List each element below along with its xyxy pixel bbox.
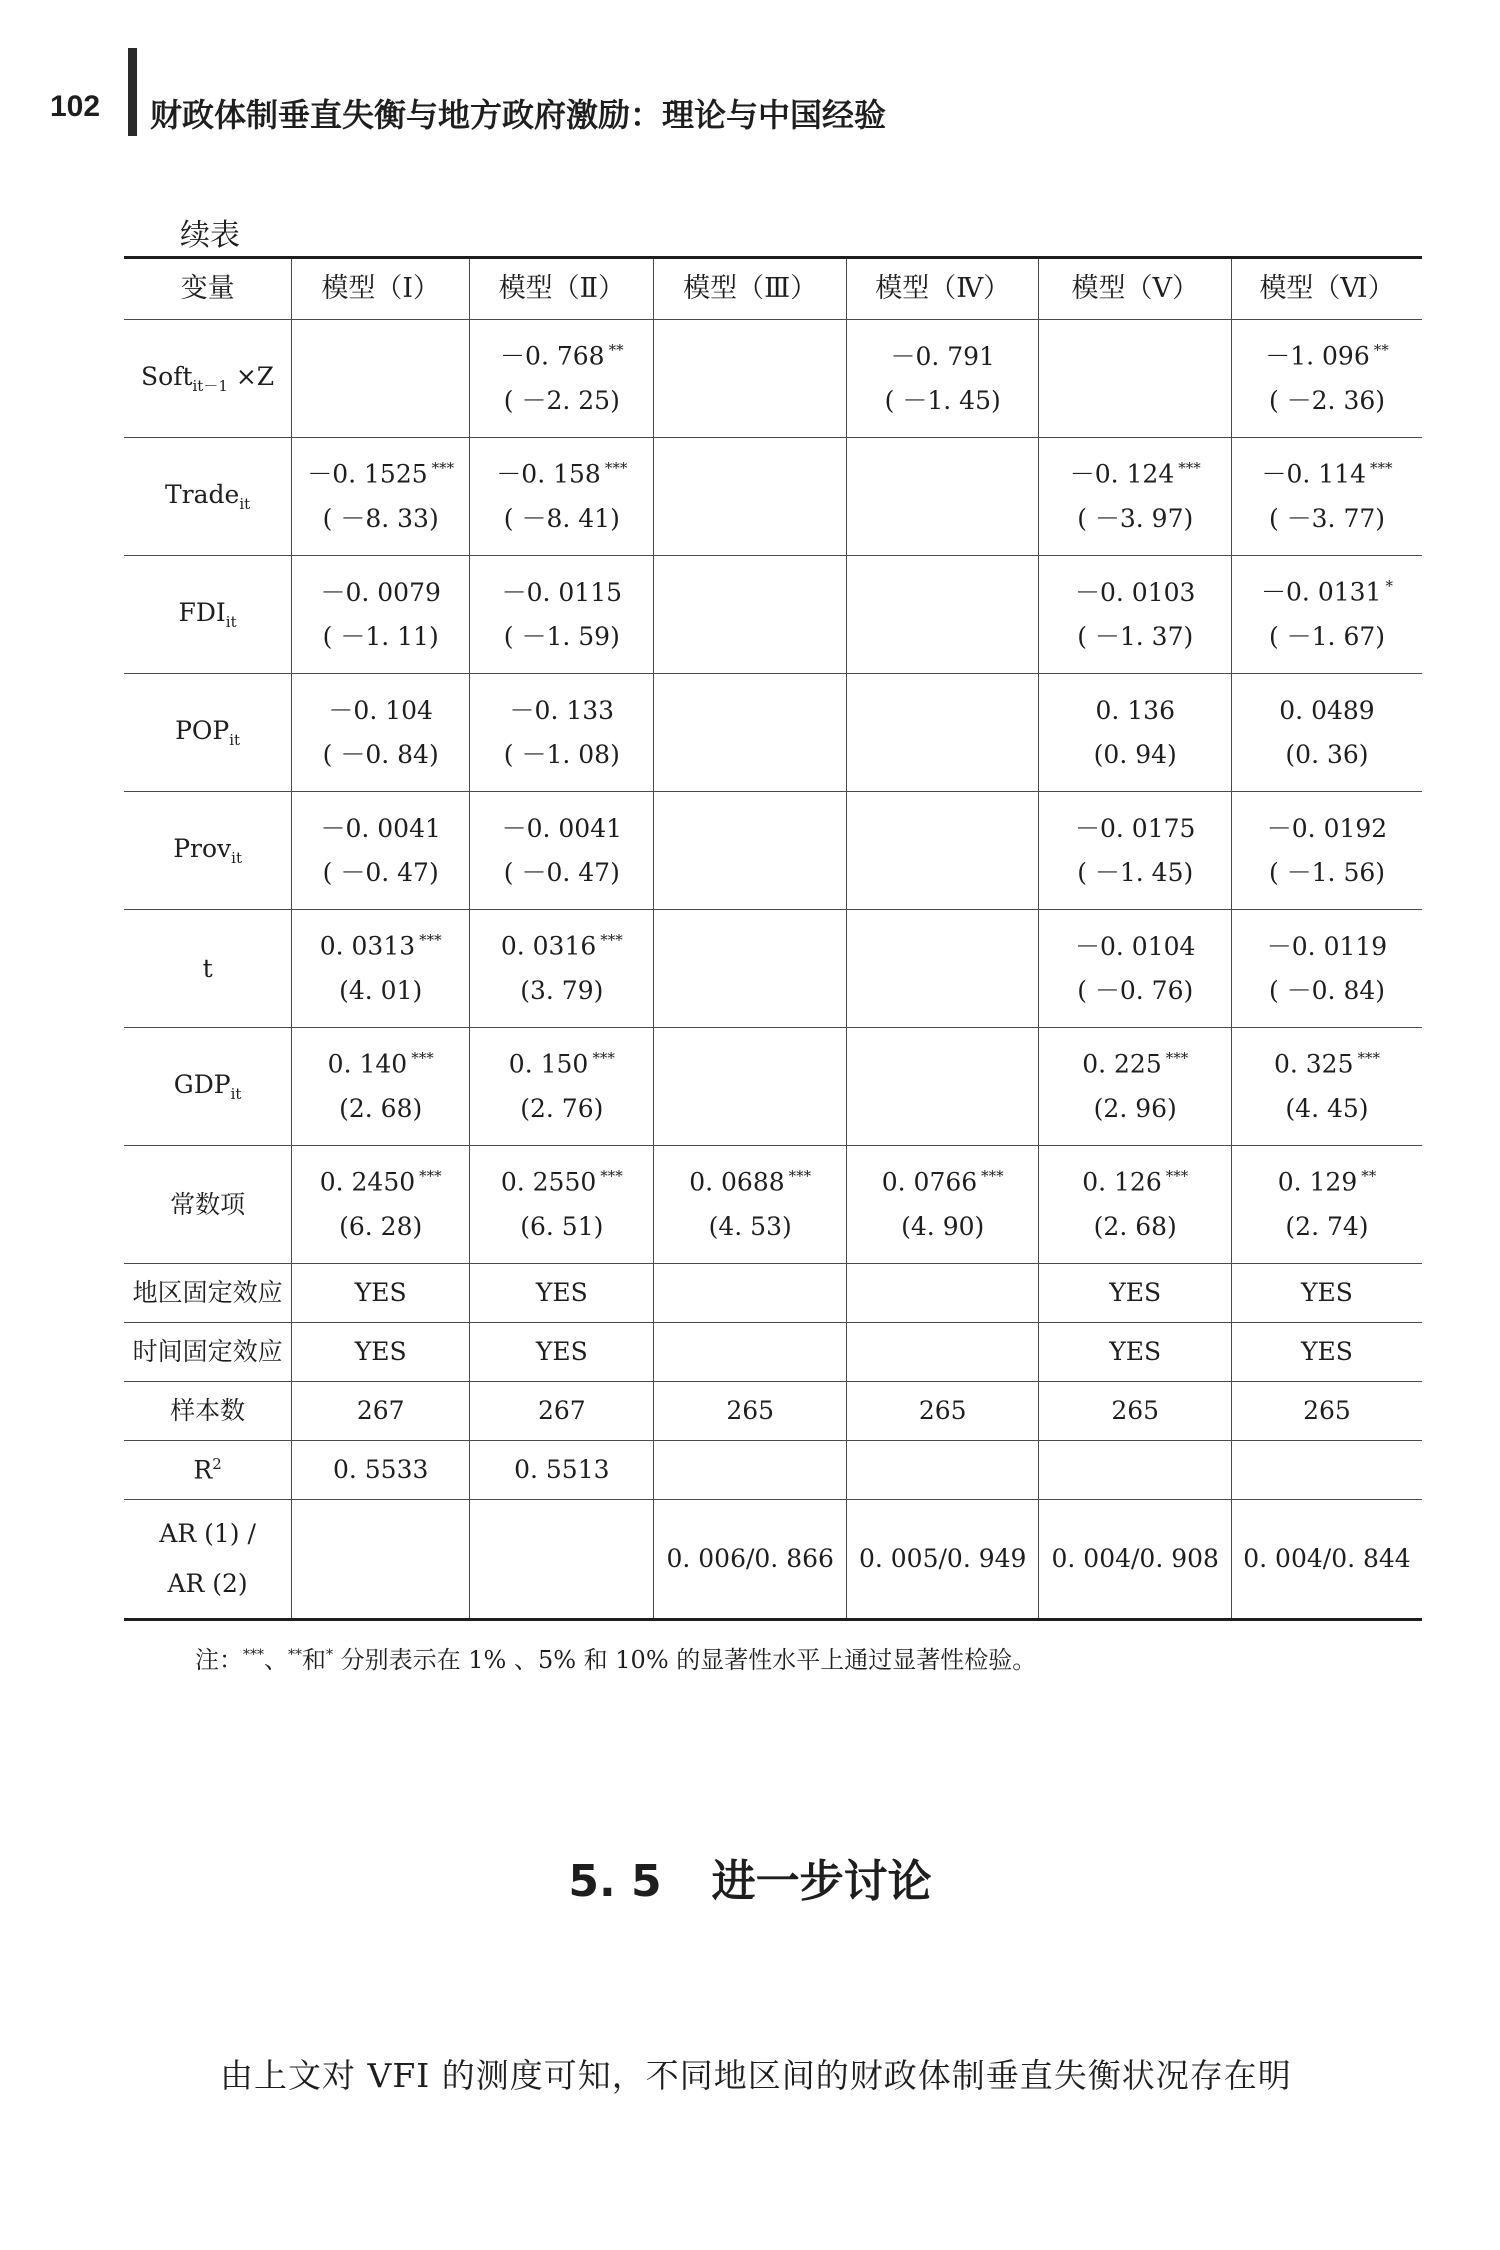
note-text: 分别表示在 1% 、5% 和 10% 的显著性水平上通过显著性检验。 <box>333 1646 1037 1674</box>
coefficient-value: －0. 1525 <box>307 459 428 489</box>
table-cell <box>654 1264 847 1323</box>
t-statistic: (6. 51) <box>520 1211 604 1241</box>
coefficient-value: －0. 133 <box>509 695 615 725</box>
coefficient-cell <box>1039 320 1232 438</box>
coefficient-line <box>1232 932 1422 962</box>
t-statistic: (4. 45) <box>1285 1093 1369 1123</box>
note-star1: * <box>326 1647 333 1663</box>
significance-stars: *** <box>600 931 623 950</box>
header-rule <box>128 48 137 136</box>
coefficient-cell <box>470 792 654 910</box>
coefficient-cell <box>846 674 1039 792</box>
table-header-row <box>124 258 1422 320</box>
coefficient-value: 0. 0316 <box>500 931 597 961</box>
coefficient-cell <box>1231 910 1422 1028</box>
table-cell <box>654 1323 847 1382</box>
significance-stars: *** <box>592 1049 615 1068</box>
coefficient-value: －0. 0175 <box>1075 813 1196 843</box>
coefficient-cell <box>846 1146 1039 1264</box>
table-cell: YES <box>1231 1264 1422 1323</box>
t-statistic: (4. 90) <box>901 1211 985 1241</box>
coefficient-line <box>292 814 469 844</box>
coefficient-value: －0. 0131 <box>1261 577 1382 607</box>
coefficient-line <box>292 1167 469 1197</box>
significance-stars: *** <box>788 1167 812 1186</box>
t-statistic: (2. 96) <box>1093 1093 1177 1123</box>
coefficient-cell <box>1231 438 1422 556</box>
significance-stars: *** <box>1178 459 1201 478</box>
coefficient-value: －0. 104 <box>328 695 433 725</box>
t-statistic: ( －0. 84) <box>1268 975 1386 1005</box>
table-cell: 267 <box>470 1382 654 1441</box>
coefficient-cell <box>1231 556 1422 674</box>
table-row-region-fe <box>124 1264 1422 1323</box>
running-header <box>50 48 1450 138</box>
coefficient-line <box>470 1049 653 1079</box>
table-note <box>195 1640 1036 1675</box>
variable-name: t <box>202 953 213 983</box>
coefficient-value: 0. 150 <box>508 1049 589 1079</box>
significance-stars: *** <box>419 1167 442 1186</box>
table-caption: 续表 <box>180 218 240 253</box>
t-statistic: ( －8. 41) <box>503 503 620 533</box>
table-cell: 267 <box>292 1382 470 1441</box>
column-header: 模型（Ⅰ） <box>292 258 470 320</box>
coefficient-line <box>1039 578 1231 608</box>
coefficient-cell <box>1039 792 1232 910</box>
coefficient-value: 0. 126 <box>1082 1167 1162 1197</box>
coefficient-cell <box>846 910 1039 1028</box>
coefficient-value: 0. 325 <box>1273 1049 1354 1079</box>
variable-subscript: it－1 <box>192 377 228 395</box>
coefficient-cell <box>654 792 847 910</box>
coefficient-line <box>470 696 653 726</box>
coefficient-line <box>1232 459 1422 489</box>
column-header: 模型（Ⅱ） <box>470 258 654 320</box>
variable-label-trade <box>124 438 292 556</box>
coefficient-line <box>847 1167 1039 1197</box>
coefficient-cell <box>292 910 470 1028</box>
coefficient-line <box>292 459 469 489</box>
table-cell: 0. 005/0. 949 <box>846 1500 1039 1620</box>
coefficient-line <box>1232 1049 1422 1079</box>
table-row-r-squared <box>124 1441 1422 1500</box>
variable-subscript: it <box>225 613 237 631</box>
table-row <box>124 1028 1422 1146</box>
coefficient-line <box>1039 1049 1231 1079</box>
row-label: 地区固定效应 <box>124 1264 292 1323</box>
table-cell: 265 <box>1039 1382 1232 1441</box>
coefficient-line <box>1232 341 1422 371</box>
table-cell <box>292 1500 470 1620</box>
table-cell: 0. 5513 <box>470 1441 654 1500</box>
coefficient-value: －1. 096 <box>1265 341 1370 371</box>
coefficient-cell <box>654 320 847 438</box>
book-title: 财政体制垂直失衡与地方政府激励：理论与中国经验 <box>150 96 887 134</box>
coefficient-cell <box>654 1146 847 1264</box>
significance-stars: *** <box>419 931 442 950</box>
coefficient-value: －0. 768 <box>500 341 605 371</box>
coefficient-value: 0. 0766 <box>881 1167 978 1197</box>
t-statistic: (4. 53) <box>708 1211 792 1241</box>
table-cell: YES <box>1039 1323 1232 1382</box>
coefficient-cell <box>1231 1028 1422 1146</box>
coefficient-line <box>470 814 653 844</box>
body-paragraph: 由上文对 VFI 的测度可知，不同地区间的财政体制垂直失衡状况存在明 <box>220 2056 1292 2095</box>
coefficient-value: －0. 0119 <box>1266 931 1388 961</box>
coefficient-cell <box>654 674 847 792</box>
coefficient-value: 0. 140 <box>327 1049 408 1079</box>
coefficient-line <box>1232 1167 1422 1197</box>
coefficient-cell <box>470 674 654 792</box>
variable-name: Prov <box>173 834 232 863</box>
t-statistic: ( －1. 67) <box>1268 621 1386 651</box>
coefficient-value: 0. 2550 <box>500 1167 597 1197</box>
variable-name: 常数项 <box>170 1189 246 1219</box>
table-cell: YES <box>292 1264 470 1323</box>
variable-subscript: it <box>229 731 241 749</box>
table-cell <box>846 1264 1039 1323</box>
section-heading <box>0 1845 1500 1909</box>
coefficient-cell <box>292 674 470 792</box>
variable-name: Trade <box>165 480 240 509</box>
t-statistic: ( －1. 08) <box>503 739 620 769</box>
table-cell: 0. 006/0. 866 <box>654 1500 847 1620</box>
significance-stars: *** <box>431 459 455 478</box>
coefficient-value: －0. 124 <box>1069 459 1175 489</box>
coefficient-line <box>1039 932 1231 962</box>
significance-stars: ** <box>1373 341 1389 360</box>
coefficient-cell <box>470 556 654 674</box>
t-statistic: ( －2. 36) <box>1268 385 1386 415</box>
coefficient-value: －0. 0041 <box>320 813 441 843</box>
t-statistic: (0. 36) <box>1285 739 1369 769</box>
coefficient-cell <box>1039 1146 1232 1264</box>
variable-label-t <box>124 910 292 1028</box>
coefficient-cell <box>292 320 470 438</box>
t-statistic: ( －0. 47) <box>503 857 620 887</box>
coefficient-line <box>470 459 653 489</box>
t-statistic: ( －0. 47) <box>322 857 439 887</box>
coefficient-line <box>470 578 653 608</box>
table-cell: YES <box>470 1264 654 1323</box>
coefficient-cell <box>470 1146 654 1264</box>
t-statistic: (4. 01) <box>339 975 423 1005</box>
table-cell <box>1231 1441 1422 1500</box>
coefficient-value: －0. 0104 <box>1075 931 1196 961</box>
column-header: 模型（Ⅴ） <box>1039 258 1232 320</box>
coefficient-cell <box>654 910 847 1028</box>
coefficient-cell <box>292 792 470 910</box>
coefficient-value: －0. 0103 <box>1075 577 1196 607</box>
variable-subscript: it <box>230 1085 242 1103</box>
t-statistic: ( －1. 11) <box>322 621 439 651</box>
t-statistic: (2. 74) <box>1285 1211 1369 1241</box>
table-cell: 0. 004/0. 844 <box>1231 1500 1422 1620</box>
variable-label-soft-x-z <box>124 320 292 438</box>
variable-name: GDP <box>173 1070 231 1099</box>
significance-stars: *** <box>1165 1167 1189 1186</box>
t-statistic: (0. 94) <box>1093 739 1177 769</box>
coefficient-value: 0. 225 <box>1082 1049 1162 1079</box>
table-row-ar-test <box>124 1500 1422 1620</box>
table-row <box>124 1146 1422 1264</box>
coefficient-cell <box>846 320 1039 438</box>
coefficient-cell <box>1039 438 1232 556</box>
table-row <box>124 674 1422 792</box>
coefficient-cell <box>654 438 847 556</box>
t-statistic: ( －2. 25) <box>503 385 620 415</box>
variable-label-prov <box>124 792 292 910</box>
table-cell: 0. 5533 <box>292 1441 470 1500</box>
coefficient-line <box>292 1049 469 1079</box>
t-statistic: ( －3. 97) <box>1077 503 1194 533</box>
coefficient-cell <box>1039 910 1232 1028</box>
coefficient-value: 0. 136 <box>1095 695 1175 725</box>
table-row <box>124 556 1422 674</box>
variable-name: Soft <box>141 362 193 391</box>
table-row-time-fe <box>124 1323 1422 1382</box>
variable-name: FDI <box>178 598 226 627</box>
significance-stars: *** <box>1370 459 1393 478</box>
coefficient-line <box>1039 696 1231 726</box>
variable-label-gdp <box>124 1028 292 1146</box>
coefficient-value: －0. 791 <box>890 341 995 371</box>
coefficient-value: 0. 2450 <box>319 1167 416 1197</box>
ar-label-line1: AR (1) / <box>159 1519 256 1548</box>
significance-stars: *** <box>604 459 628 478</box>
t-statistic: (2. 76) <box>520 1093 604 1123</box>
r2-superscript: 2 <box>212 1454 222 1473</box>
t-statistic: (2. 68) <box>339 1093 423 1123</box>
coefficient-line <box>654 1167 846 1197</box>
coefficient-line <box>1232 696 1422 726</box>
coefficient-cell <box>1231 792 1422 910</box>
row-label <box>124 1500 292 1620</box>
table-cell <box>470 1500 654 1620</box>
coefficient-cell <box>1039 556 1232 674</box>
t-statistic: ( －1. 59) <box>503 621 620 651</box>
t-statistic: ( －1. 37) <box>1077 621 1194 651</box>
significance-stars: *** <box>1357 1049 1380 1068</box>
coefficient-cell <box>292 556 470 674</box>
variable-label-fdi <box>124 556 292 674</box>
coefficient-line <box>1039 814 1231 844</box>
variable-suffix: ×Z <box>227 362 275 391</box>
table-cell <box>1039 1441 1232 1500</box>
table-cell: YES <box>1231 1323 1422 1382</box>
coefficient-cell <box>654 1028 847 1146</box>
table-cell <box>846 1323 1039 1382</box>
coefficient-cell <box>292 1028 470 1146</box>
coefficient-cell <box>470 1028 654 1146</box>
coefficient-line <box>292 578 469 608</box>
t-statistic: (6. 28) <box>339 1211 423 1241</box>
t-statistic: ( －8. 33) <box>322 503 439 533</box>
table-cell <box>654 1441 847 1500</box>
t-statistic: ( －1. 45) <box>884 385 1001 415</box>
row-label <box>124 1441 292 1500</box>
table-cell: 0. 004/0. 908 <box>1039 1500 1232 1620</box>
section-title: 进一步讨论 <box>711 1856 932 1907</box>
column-header: 模型（Ⅵ） <box>1231 258 1422 320</box>
coefficient-line <box>470 931 653 961</box>
significance-stars: *** <box>1165 1049 1189 1068</box>
table-cell: YES <box>470 1323 654 1382</box>
significance-stars: *** <box>411 1049 434 1068</box>
t-statistic: ( －1. 56) <box>1268 857 1386 887</box>
coefficient-line <box>292 696 469 726</box>
t-statistic: ( －3. 77) <box>1268 503 1386 533</box>
note-star3: *** <box>243 1647 264 1663</box>
note-mid: 和 <box>302 1646 326 1674</box>
coefficient-cell <box>1039 674 1232 792</box>
coefficient-line <box>847 342 1039 372</box>
section-number: 5. 5 <box>568 1856 662 1907</box>
coefficient-cell <box>470 438 654 556</box>
coefficient-value: 0. 0313 <box>319 931 416 961</box>
coefficient-line <box>470 341 653 371</box>
coefficient-cell <box>1231 320 1422 438</box>
coefficient-cell <box>846 792 1039 910</box>
row-label: 时间固定效应 <box>124 1323 292 1382</box>
table-row <box>124 910 1422 1028</box>
note-star2: ** <box>288 1647 302 1663</box>
variable-subscript: it <box>231 849 242 867</box>
t-statistic: ( －0. 76) <box>1077 975 1194 1005</box>
table-cell: YES <box>1039 1264 1232 1323</box>
coefficient-line <box>1232 577 1422 607</box>
t-statistic: ( －1. 45) <box>1077 857 1194 887</box>
coefficient-line <box>1039 459 1231 489</box>
significance-stars: * <box>1385 577 1393 596</box>
coefficient-cell <box>846 556 1039 674</box>
variable-label-constant <box>124 1146 292 1264</box>
column-header: 模型（Ⅲ） <box>654 258 847 320</box>
coefficient-line <box>1232 814 1422 844</box>
coefficient-line <box>292 931 469 961</box>
table-cell: 265 <box>1231 1382 1422 1441</box>
table-row <box>124 438 1422 556</box>
significance-stars: ** <box>1361 1167 1377 1186</box>
table-row-sample-size <box>124 1382 1422 1441</box>
coefficient-cell <box>470 910 654 1028</box>
variable-name: POP <box>175 716 230 745</box>
table-row <box>124 320 1422 438</box>
coefficient-value: －0. 0041 <box>501 813 623 843</box>
coefficient-value: －0. 0079 <box>320 577 441 607</box>
r2-base: R <box>193 1455 213 1485</box>
variable-subscript: it <box>239 495 251 513</box>
page-number: 102 <box>50 90 101 123</box>
significance-stars: ** <box>608 341 624 360</box>
row-label: 样本数 <box>124 1382 292 1441</box>
ar-label-line2: AR (2) <box>167 1569 248 1598</box>
table-cell: YES <box>292 1323 470 1382</box>
coefficient-cell <box>1039 1028 1232 1146</box>
coefficient-value: －0. 114 <box>1261 459 1366 489</box>
t-statistic: (2. 68) <box>1093 1211 1177 1241</box>
significance-stars: *** <box>981 1167 1004 1186</box>
coefficient-cell <box>292 1146 470 1264</box>
column-header: 变量 <box>124 258 292 320</box>
coefficient-cell <box>846 438 1039 556</box>
coefficient-cell <box>1231 1146 1422 1264</box>
note-prefix: 注： <box>195 1646 243 1674</box>
variable-label-pop <box>124 674 292 792</box>
note-sep: 、 <box>264 1646 288 1674</box>
coefficient-value: 0. 0489 <box>1279 695 1375 725</box>
coefficient-line <box>470 1167 653 1197</box>
coefficient-cell <box>654 556 847 674</box>
coefficient-line <box>1039 1167 1231 1197</box>
significance-stars: *** <box>600 1167 623 1186</box>
table-row <box>124 792 1422 910</box>
coefficient-cell <box>292 438 470 556</box>
coefficient-cell <box>470 320 654 438</box>
coefficient-cell <box>1231 674 1422 792</box>
t-statistic: (3. 79) <box>520 975 604 1005</box>
regression-table <box>124 256 1422 1621</box>
coefficient-value: －0. 0115 <box>501 577 623 607</box>
column-header: 模型（Ⅳ） <box>846 258 1039 320</box>
coefficient-value: 0. 0688 <box>689 1167 785 1197</box>
table-cell <box>846 1441 1039 1500</box>
coefficient-value: －0. 0192 <box>1266 813 1388 843</box>
coefficient-cell <box>846 1028 1039 1146</box>
table-cell: 265 <box>846 1382 1039 1441</box>
coefficient-value: －0. 158 <box>496 459 601 489</box>
t-statistic: ( －0. 84) <box>322 739 439 769</box>
coefficient-value: 0. 129 <box>1277 1167 1358 1197</box>
table-cell: 265 <box>654 1382 847 1441</box>
